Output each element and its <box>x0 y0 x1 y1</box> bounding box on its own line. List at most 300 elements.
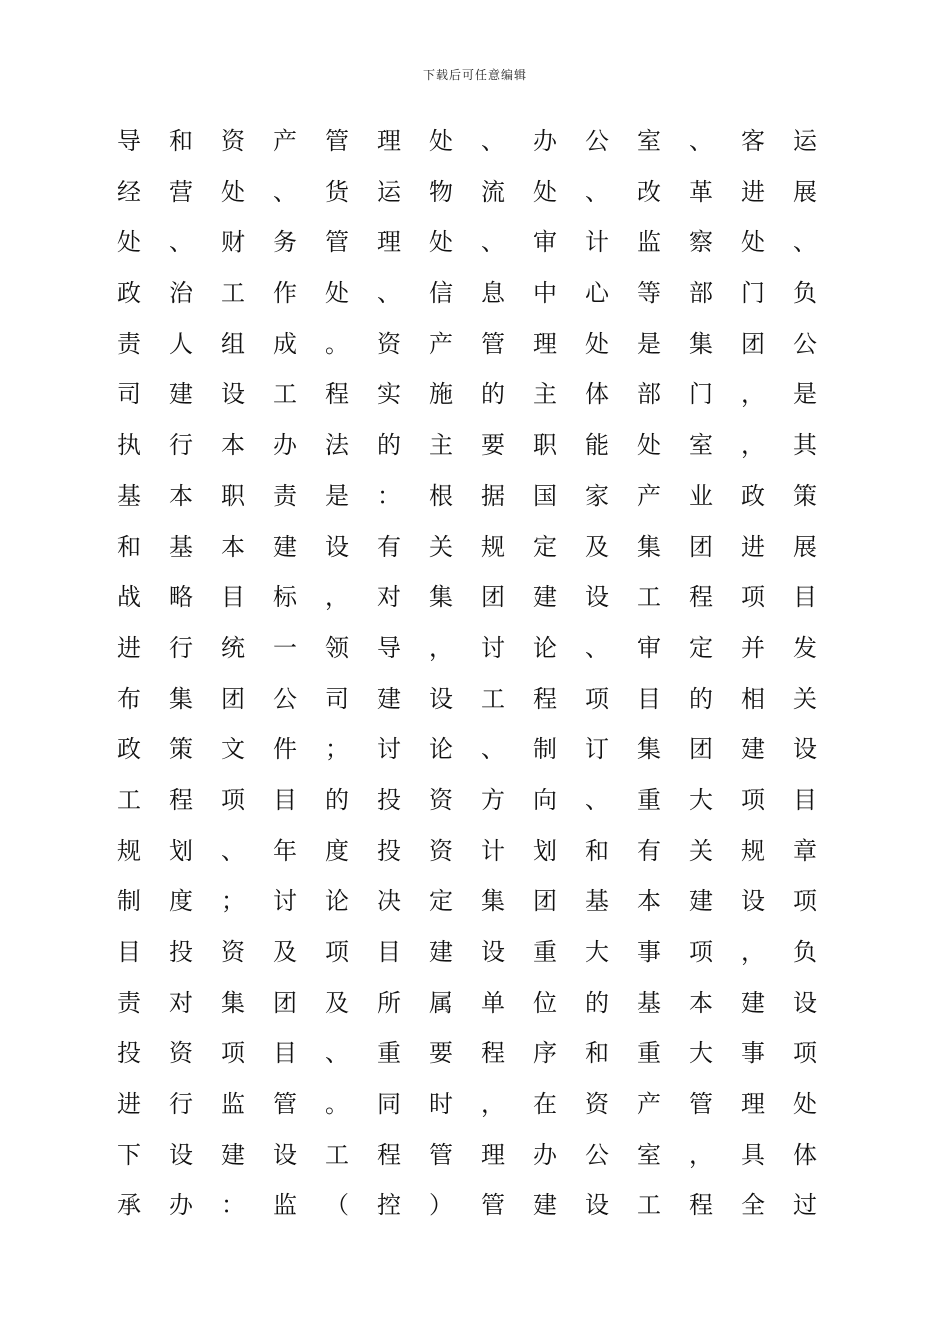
text-char: 基 <box>169 532 193 561</box>
text-char: 控 <box>377 1191 401 1220</box>
text-char: 公 <box>585 1140 609 1169</box>
text-char: 体 <box>793 1140 817 1169</box>
text-char: 营 <box>169 177 193 206</box>
text-char: 划 <box>169 836 193 865</box>
text-char: 项 <box>585 684 609 713</box>
text-char: 、 <box>325 1039 349 1068</box>
text-char: （ <box>325 1191 349 1220</box>
text-char: 目 <box>273 785 297 814</box>
text-char: 审 <box>533 228 557 257</box>
text-char: 本 <box>169 481 193 510</box>
text-char: 处 <box>637 431 661 460</box>
text-char: 的 <box>481 380 505 409</box>
text-char: ： <box>377 481 401 510</box>
text-char: 工 <box>221 279 245 308</box>
text-char: 进 <box>117 1090 141 1119</box>
text-char: 能 <box>585 431 609 460</box>
text-char: 管 <box>481 329 505 358</box>
text-char: 领 <box>325 633 349 662</box>
text-char: 团 <box>481 583 505 612</box>
text-char: 进 <box>741 532 765 561</box>
text-char: 决 <box>377 887 401 916</box>
text-line <box>103 927 831 978</box>
text-char: 财 <box>221 228 245 257</box>
text-char: 办 <box>273 431 297 460</box>
text-char: 重 <box>637 785 661 814</box>
text-char: 运 <box>793 127 817 155</box>
text-char: 处 <box>793 1090 817 1119</box>
text-char: 组 <box>221 329 245 358</box>
text-char: 物 <box>429 177 453 206</box>
text-char: 位 <box>533 988 557 1017</box>
text-char: 进 <box>741 177 765 206</box>
text-char: 责 <box>273 481 297 510</box>
text-char: 关 <box>793 684 817 713</box>
text-char: 目 <box>377 938 401 966</box>
text-char: 审 <box>637 633 661 662</box>
text-char: 团 <box>689 735 713 764</box>
text-char: 发 <box>793 633 817 662</box>
text-char: 理 <box>481 1140 505 1169</box>
text-char: 建 <box>429 938 453 966</box>
text-char: 程 <box>689 583 713 612</box>
text-char: 办 <box>533 1140 557 1169</box>
text-char: 项 <box>325 938 349 966</box>
text-char: 论 <box>429 735 453 764</box>
text-char: 负 <box>793 938 817 966</box>
text-char: 集 <box>637 532 661 561</box>
text-char: 本 <box>637 887 661 916</box>
text-char: 团 <box>221 684 245 713</box>
text-char: 办 <box>169 1191 193 1220</box>
text-char: 治 <box>169 279 193 308</box>
text-line <box>103 116 831 167</box>
text-char: 心 <box>585 279 609 308</box>
text-char: 的 <box>689 684 713 713</box>
text-char: 处 <box>117 228 141 257</box>
text-char: ： <box>221 1191 245 1220</box>
text-char: 集 <box>221 988 245 1017</box>
text-char: 室 <box>637 1140 661 1169</box>
text-char: 司 <box>117 380 141 409</box>
text-line <box>103 876 831 927</box>
text-char: 设 <box>481 938 505 966</box>
text-char: 规 <box>481 532 505 561</box>
text-char: 司 <box>325 684 349 713</box>
text-char: 重 <box>377 1039 401 1068</box>
text-char: 监 <box>221 1090 245 1119</box>
text-char: 程 <box>377 1140 401 1169</box>
text-line <box>103 572 831 623</box>
text-char: 改 <box>637 177 661 206</box>
text-char: 的 <box>585 988 609 1017</box>
text-char: 管 <box>689 1090 713 1119</box>
text-char: 集 <box>169 684 193 713</box>
text-char: 大 <box>689 1039 713 1068</box>
text-char: 、 <box>585 633 609 662</box>
text-char: 部 <box>689 279 713 308</box>
text-char: 设 <box>169 1140 193 1169</box>
text-char: 定 <box>429 887 453 916</box>
text-char: 建 <box>377 684 401 713</box>
text-line <box>103 826 831 877</box>
text-char: ； <box>221 887 245 916</box>
text-char: ， <box>481 1090 505 1119</box>
text-char: 责 <box>117 988 141 1017</box>
text-char: 重 <box>533 938 557 966</box>
text-char: 程 <box>325 380 349 409</box>
text-char: 论 <box>533 633 557 662</box>
text-char: 具 <box>741 1140 765 1169</box>
text-char: 其 <box>793 431 817 460</box>
text-char: 导 <box>377 633 401 662</box>
text-char: 项 <box>741 583 765 612</box>
text-char: 施 <box>429 380 453 409</box>
text-char: 度 <box>325 836 349 865</box>
text-char: 、 <box>585 785 609 814</box>
text-char: 行 <box>169 633 193 662</box>
text-char: 团 <box>273 988 297 1017</box>
text-char: 管 <box>325 127 349 155</box>
text-char: 处 <box>533 177 557 206</box>
text-char: 工 <box>481 684 505 713</box>
text-char: 管 <box>273 1090 297 1119</box>
text-char: 客 <box>741 127 765 155</box>
text-char: 据 <box>481 481 505 510</box>
text-char: 办 <box>533 127 557 155</box>
text-char: 团 <box>533 887 557 916</box>
text-char: 、 <box>689 127 713 155</box>
text-char: 体 <box>585 380 609 409</box>
text-char: 同 <box>377 1090 401 1119</box>
text-char: 本 <box>221 431 245 460</box>
text-char: 设 <box>741 887 765 916</box>
text-char: 展 <box>793 532 817 561</box>
text-char: 产 <box>273 127 297 155</box>
text-char: 目 <box>117 938 141 966</box>
text-char: 文 <box>221 735 245 764</box>
text-char: 设 <box>325 532 349 561</box>
text-char: 理 <box>741 1090 765 1119</box>
text-char: 讨 <box>377 735 401 764</box>
text-char: 实 <box>377 380 401 409</box>
text-char: 属 <box>429 988 453 1017</box>
text-char: 向 <box>533 785 557 814</box>
text-char: 团 <box>689 532 713 561</box>
text-char: 程 <box>481 1039 505 1068</box>
text-char: 根 <box>429 481 453 510</box>
text-char: 公 <box>273 684 297 713</box>
text-char: 职 <box>221 481 245 510</box>
text-char: 。 <box>325 1090 349 1119</box>
text-char: 有 <box>377 532 401 561</box>
text-char: 要 <box>429 1039 453 1068</box>
text-char: 一 <box>273 633 297 662</box>
text-char: 目 <box>273 1039 297 1068</box>
text-line <box>103 623 831 674</box>
text-char: 项 <box>793 887 817 916</box>
text-char: 建 <box>169 380 193 409</box>
text-char: 门 <box>689 380 713 409</box>
text-char: 产 <box>429 329 453 358</box>
text-char: 工 <box>273 380 297 409</box>
text-char: ， <box>325 583 349 612</box>
text-char: 标 <box>273 583 297 612</box>
text-char: 项 <box>221 1039 245 1068</box>
text-char: 设 <box>585 583 609 612</box>
text-char: 工 <box>637 1191 661 1220</box>
text-char: 制 <box>533 735 557 764</box>
text-char: 导 <box>117 127 141 155</box>
text-char: 时 <box>429 1090 453 1119</box>
text-char: 监 <box>637 228 661 257</box>
text-char: 在 <box>533 1090 557 1119</box>
text-char: 资 <box>429 836 453 865</box>
text-char: 建 <box>533 1191 557 1220</box>
text-char: 货 <box>325 177 349 206</box>
text-char: 程 <box>689 1191 713 1220</box>
text-char: 资 <box>429 785 453 814</box>
text-char: 监 <box>273 1191 297 1220</box>
text-char: 、 <box>169 228 193 257</box>
text-char: 设 <box>793 735 817 764</box>
text-char: 理 <box>533 329 557 358</box>
text-char: 经 <box>117 177 141 206</box>
text-char: 集 <box>429 583 453 612</box>
text-char: 略 <box>169 583 193 612</box>
text-char: 及 <box>585 532 609 561</box>
text-char: 集 <box>637 735 661 764</box>
text-char: 及 <box>273 938 297 966</box>
text-char: 、 <box>481 228 505 257</box>
text-char: 室 <box>637 127 661 155</box>
text-char: 业 <box>689 481 713 510</box>
text-char: ， <box>741 380 765 409</box>
text-char: 项 <box>793 1039 817 1068</box>
text-char: 处 <box>325 279 349 308</box>
text-char: 本 <box>221 532 245 561</box>
text-char: 是 <box>325 481 349 510</box>
text-char: 并 <box>741 633 765 662</box>
text-char: 、 <box>273 177 297 206</box>
text-char: 本 <box>689 988 713 1017</box>
text-char: 和 <box>169 127 193 155</box>
text-char: 是 <box>637 329 661 358</box>
text-char: 全 <box>741 1191 765 1220</box>
text-char: 、 <box>585 177 609 206</box>
text-char: 策 <box>169 735 193 764</box>
text-char: 负 <box>793 279 817 308</box>
text-char: 单 <box>481 988 505 1017</box>
text-char: 战 <box>117 583 141 612</box>
text-char: 基 <box>117 481 141 510</box>
text-char: 中 <box>533 279 557 308</box>
text-char: 团 <box>741 329 765 358</box>
text-char: 的 <box>325 785 349 814</box>
text-line <box>103 724 831 775</box>
text-char: 。 <box>325 329 349 358</box>
text-char: 进 <box>117 633 141 662</box>
text-char: 运 <box>377 177 401 206</box>
text-char: 务 <box>273 228 297 257</box>
text-char: 投 <box>377 836 401 865</box>
text-char: 政 <box>741 481 765 510</box>
text-char: ， <box>689 1140 713 1169</box>
text-char: 项 <box>221 785 245 814</box>
text-char: 信 <box>429 279 453 308</box>
text-line <box>103 775 831 826</box>
text-char: 过 <box>793 1191 817 1220</box>
text-char: 管 <box>481 1191 505 1220</box>
text-char: ； <box>325 735 349 764</box>
text-char: 和 <box>585 836 609 865</box>
text-char: 设 <box>429 684 453 713</box>
text-char: 作 <box>273 279 297 308</box>
text-line <box>103 471 831 522</box>
text-char: 的 <box>377 431 401 460</box>
text-char: 室 <box>689 431 713 460</box>
text-char: 法 <box>325 431 349 460</box>
text-line <box>103 1130 831 1181</box>
text-char: 建 <box>533 583 557 612</box>
text-char: 事 <box>637 938 661 966</box>
text-char: 革 <box>689 177 713 206</box>
text-char: 展 <box>793 177 817 206</box>
text-char: 下 <box>117 1140 141 1169</box>
text-char: 产 <box>637 1090 661 1119</box>
text-char: 门 <box>741 279 765 308</box>
text-char: 工 <box>117 785 141 814</box>
text-char: 主 <box>533 380 557 409</box>
text-line <box>103 217 831 268</box>
text-line <box>103 319 831 370</box>
text-char: 资 <box>377 329 401 358</box>
text-char: 主 <box>429 431 453 460</box>
text-line <box>103 1180 831 1231</box>
text-char: 大 <box>585 938 609 966</box>
text-line <box>103 369 831 420</box>
text-char: 目 <box>637 684 661 713</box>
text-char: 程 <box>533 684 557 713</box>
text-char: 论 <box>325 887 349 916</box>
text-char: 有 <box>637 836 661 865</box>
text-char: 关 <box>689 836 713 865</box>
text-char: ） <box>429 1191 453 1220</box>
text-char: 规 <box>117 836 141 865</box>
text-char: 工 <box>325 1140 349 1169</box>
text-char: 程 <box>169 785 193 814</box>
text-char: 国 <box>533 481 557 510</box>
text-char: 订 <box>585 735 609 764</box>
text-char: 察 <box>689 228 713 257</box>
text-char: 设 <box>273 1140 297 1169</box>
text-char: 布 <box>117 684 141 713</box>
text-char: 职 <box>533 431 557 460</box>
text-char: 执 <box>117 431 141 460</box>
text-char: 责 <box>117 329 141 358</box>
text-char: 和 <box>117 532 141 561</box>
text-char: 处 <box>429 228 453 257</box>
text-char: 要 <box>481 431 505 460</box>
text-line <box>103 1079 831 1130</box>
text-char: 公 <box>585 127 609 155</box>
text-char: 理 <box>377 228 401 257</box>
text-char: 行 <box>169 1090 193 1119</box>
text-char: 定 <box>533 532 557 561</box>
text-char: 承 <box>117 1191 141 1220</box>
text-char: 资 <box>169 1039 193 1068</box>
text-char: 资 <box>585 1090 609 1119</box>
text-line <box>103 522 831 573</box>
text-char: 设 <box>585 1191 609 1220</box>
text-char: 关 <box>429 532 453 561</box>
text-char: 项 <box>741 785 765 814</box>
text-char: 建 <box>741 735 765 764</box>
text-char: 讨 <box>273 887 297 916</box>
text-char: 目 <box>793 583 817 612</box>
text-char: 工 <box>637 583 661 612</box>
text-char: 统 <box>221 633 245 662</box>
text-char: 投 <box>117 1039 141 1068</box>
text-char: 资 <box>221 938 245 966</box>
text-char: 基 <box>637 988 661 1017</box>
text-char: 、 <box>377 279 401 308</box>
text-char: 章 <box>793 836 817 865</box>
text-char: 序 <box>533 1039 557 1068</box>
text-line <box>103 167 831 218</box>
text-char: 管 <box>325 228 349 257</box>
text-char: 目 <box>221 583 245 612</box>
text-char: 理 <box>377 127 401 155</box>
text-char: 所 <box>377 988 401 1017</box>
text-char: 政 <box>117 735 141 764</box>
text-char: 处 <box>429 127 453 155</box>
text-char: 政 <box>117 279 141 308</box>
text-char: 资 <box>221 127 245 155</box>
text-char: 成 <box>273 329 297 358</box>
text-char: 流 <box>481 177 505 206</box>
text-char: 事 <box>741 1039 765 1068</box>
text-char: 对 <box>377 583 401 612</box>
text-char: 件 <box>273 735 297 764</box>
text-char: 部 <box>637 380 661 409</box>
page-header-note: 下载后可任意编辑 <box>422 68 527 82</box>
text-char: 建 <box>741 988 765 1017</box>
text-char: 及 <box>325 988 349 1017</box>
text-line <box>103 1028 831 1079</box>
text-char: 产 <box>637 481 661 510</box>
text-char: 、 <box>481 735 505 764</box>
text-char: ， <box>741 938 765 966</box>
text-char: 度 <box>169 887 193 916</box>
text-char: 投 <box>377 785 401 814</box>
text-char: 投 <box>169 938 193 966</box>
text-char: 、 <box>793 228 817 257</box>
text-char: 策 <box>793 481 817 510</box>
text-char: 年 <box>273 836 297 865</box>
text-char: 计 <box>585 228 609 257</box>
text-char: 目 <box>793 785 817 814</box>
text-line <box>103 268 831 319</box>
text-char: ， <box>741 431 765 460</box>
text-char: 讨 <box>481 633 505 662</box>
text-char: 公 <box>793 329 817 358</box>
text-char: 家 <box>585 481 609 510</box>
text-char: 处 <box>741 228 765 257</box>
text-char: 、 <box>481 127 505 155</box>
text-char: 管 <box>429 1140 453 1169</box>
text-char: 设 <box>793 988 817 1017</box>
